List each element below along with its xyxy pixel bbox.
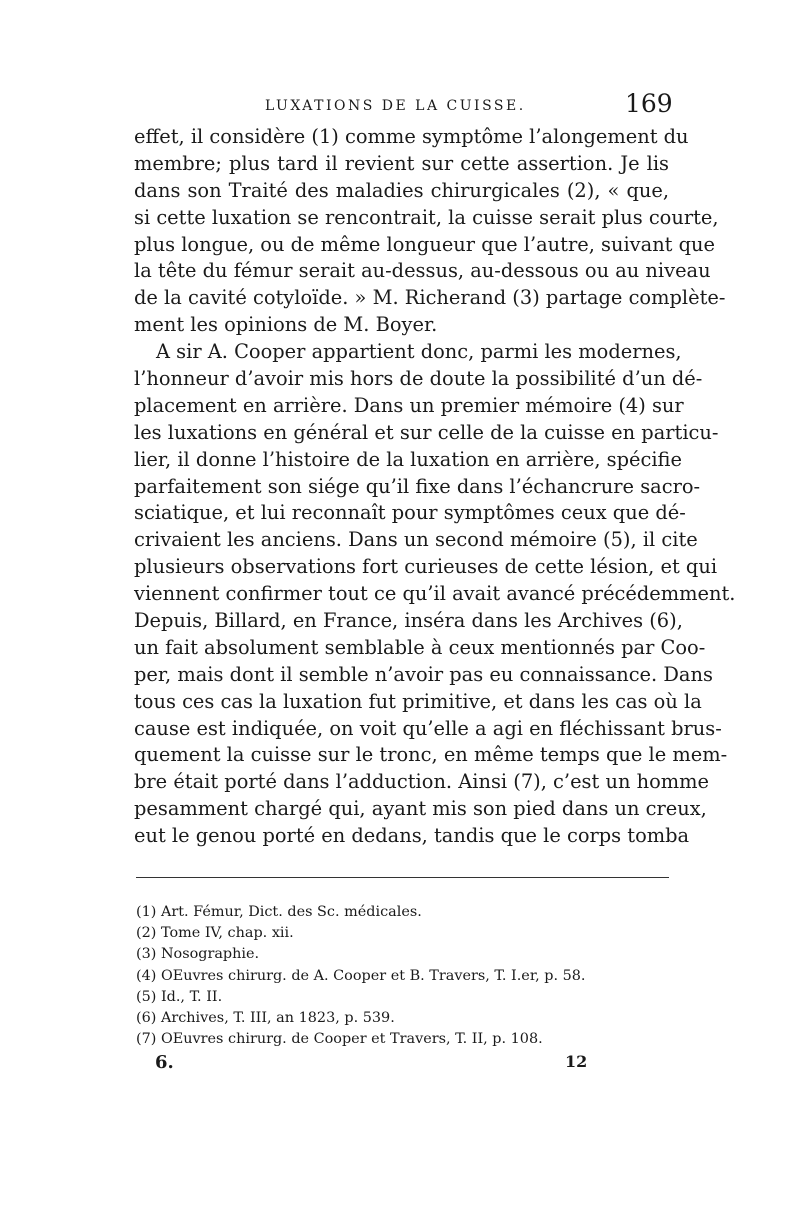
text-line: crivaient les anciens. Dans un second mémoire (5), il cite: [134, 528, 698, 552]
text-line: eut le genou porté en dedans, tandis que le corps tomba: [134, 824, 690, 848]
signature-mark: 6.: [155, 1052, 174, 1073]
text-line: lier, il donne l’histoire de la luxation en arrière, spécifie: [134, 447, 682, 471]
text-line: si cette luxation se rencontrait, la cuisse serait plus courte,: [134, 205, 719, 229]
text-line: pesamment chargé qui, ayant mis son pied dans un creux,: [134, 797, 707, 821]
text-line: plusieurs observations fort curieuses de cette lésion, et qui: [134, 555, 718, 579]
footnote: (7) OEuvres chirurg. de Cooper et Travers, T. II, p. 108.: [136, 1031, 543, 1048]
text-line: effet, il considère (1) comme symptôme l’alongement du: [134, 125, 689, 148]
footnote: (3) Nosographie.: [136, 946, 260, 963]
text-line: ment les opinions de M. Boyer.: [134, 313, 438, 337]
text-line: Depuis, Billard, en France, inséra dans les Archives (6),: [134, 609, 683, 633]
text-line: viennent confirmer tout ce qu’il avait avancé précédemment.: [134, 582, 736, 606]
text-line: l’honneur d’avoir mis hors de doute la possibilité d’un dé-: [134, 367, 703, 391]
text-line: parfaitement son siége qu’il fixe dans l’échancrure sacro-: [134, 474, 701, 498]
footnote: (5) Id., T. II.: [136, 988, 223, 1005]
page-number: 169: [625, 89, 673, 118]
footnote: (4) OEuvres chirurg. de A. Cooper et B. Travers, T. I.er, p. 58.: [136, 967, 586, 984]
text-line: dans son Traité des maladies chirurgicales (2), « que,: [134, 178, 669, 202]
text-line: cause est indiquée, on voit qu’elle a agi en fléchissant brus-: [134, 716, 722, 740]
footnote: (6) Archives, T. III, an 1823, p. 539.: [136, 1009, 395, 1026]
footnotes: [136, 902, 696, 1050]
running-title: LUXATIONS DE LA CUISSE.: [265, 98, 526, 114]
text-line: placement en arrière. Dans un premier mémoire (4) sur: [134, 393, 684, 417]
text-line: per, mais dont il semble n’avoir pas eu connaissance. Dans: [134, 662, 713, 686]
text-line: sciatique, et lui reconnaît pour symptômes ceux que dé-: [134, 501, 686, 525]
footnote-rule: [136, 877, 669, 878]
text-line: plus longue, ou de même longueur que l’autre, suivant que: [134, 232, 716, 256]
text-line: bre était porté dans l’adduction. Ainsi (7), c’est un homme: [134, 770, 710, 794]
text-line: les luxations en général et sur celle de la cuisse en particu-: [134, 420, 719, 444]
text-line: membre; plus tard il revient sur cette assertion. Je lis: [134, 151, 669, 175]
text-line: A sir A. Cooper appartient donc, parmi les modernes,: [156, 340, 682, 364]
text-line: la tête du fémur serait au-dessus, au-dessous ou au niveau: [134, 259, 711, 283]
text-line: un fait absolument semblable à ceux mentionnés par Coo-: [134, 635, 706, 659]
text-line: quement la cuisse sur le tronc, en même temps que le mem-: [134, 743, 728, 767]
sheet-number: 12: [565, 1052, 588, 1071]
footnote: (1) Art. Fémur, Dict. des Sc. médicales.: [136, 904, 422, 920]
footnote: (2) Tome IV, chap. xii.: [136, 925, 294, 942]
body-text: [134, 124, 736, 850]
text-line: de la cavité cotyloïde. » M. Richerand (3) partage complète-: [134, 286, 726, 310]
text-line: tous ces cas la luxation fut primitive, et dans les cas où la: [134, 689, 702, 713]
